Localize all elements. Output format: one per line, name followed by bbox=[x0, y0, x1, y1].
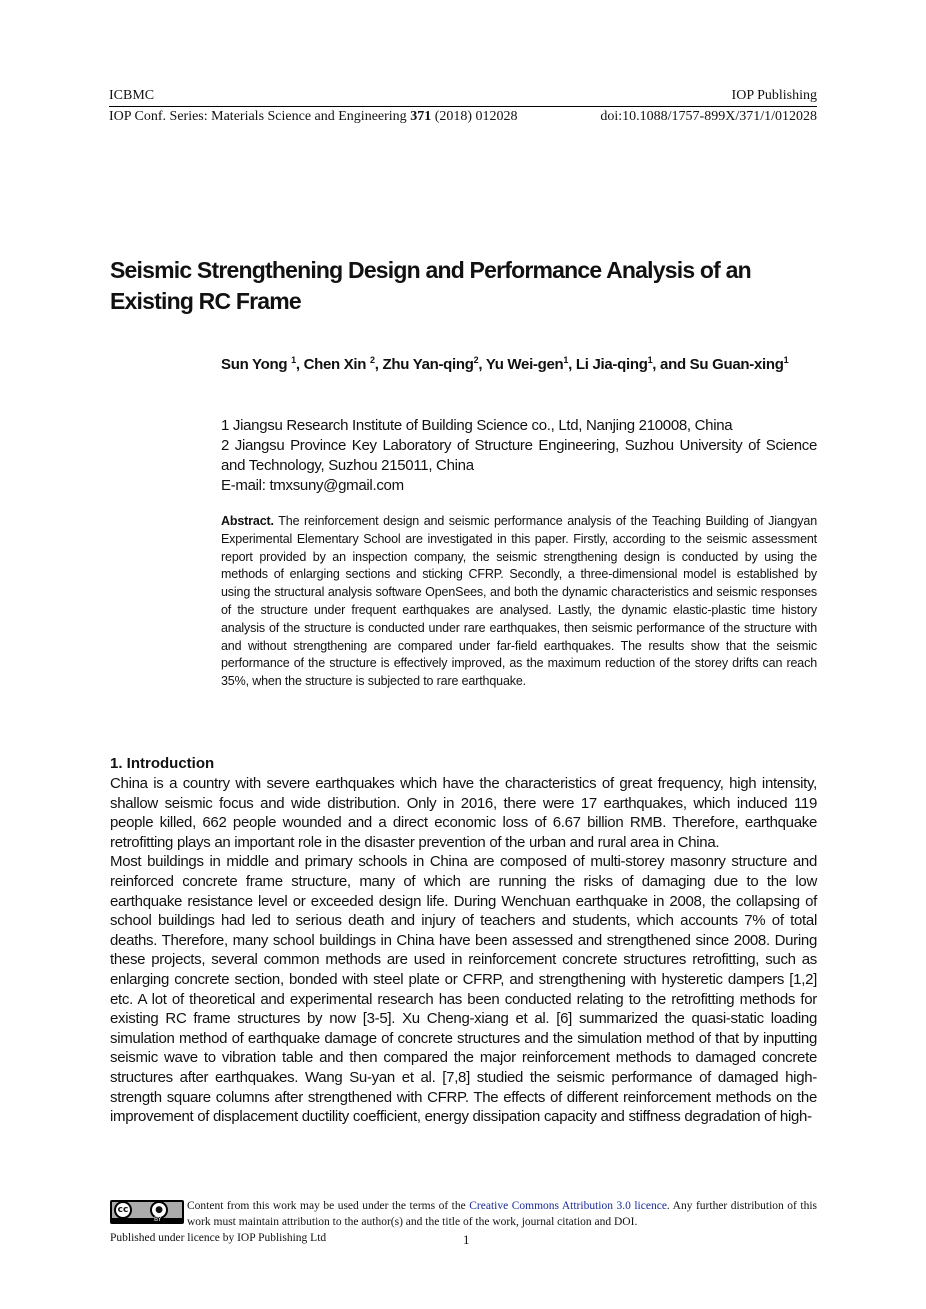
running-header bbox=[109, 87, 817, 107]
author-name: Li Jia-qing bbox=[575, 356, 648, 373]
paper-title: Seismic Strengthening Design and Performance Analysis of an Existing RC Frame bbox=[110, 257, 751, 314]
series-name: IOP Conf. Series: Materials Science and Engineering bbox=[109, 109, 407, 124]
cc-icon: cc bbox=[114, 1201, 132, 1219]
author-name: Yu Wei-gen bbox=[485, 356, 564, 373]
abstract-text: The reinforcement design and seismic performance analysis of the Teaching Building of Jiangyan Experimental Elementary School are investigated in this paper. Firstly, according to the seismic assessment report provided by an inspection company, the seismic strengthening design is conducted by using the methods of enlarging sections and sticking CFRP. Secondly, a three-dimensional model is established by using the structural analysis software OpenSees, and both the dynamic characteristics and seismic responses of the structure under frequent earthquakes are analysed. Lastly, the dynamic elastic-plastic time history analysis of the structure is conducted under rare earthquakes, then seismic performance of the structure with and without strengthening are compared under far-field earthquakes. The results show that the seismic performance of the structure is effectively improved, as the maximum reduction of the storey drifts can reach 35%, when the structure is subjected to rare earthquake. bbox=[221, 514, 817, 689]
author-affiliation-mark: 2 bbox=[370, 355, 375, 365]
author-affiliation-mark: 2 bbox=[473, 355, 479, 365]
section-body bbox=[110, 774, 817, 1127]
citation-line bbox=[109, 108, 817, 126]
affiliation-1: 1 Jiangsu Research Institute of Building Science co., Ltd, Nanjing 210008, China bbox=[221, 417, 733, 434]
section-heading: 1. Introduction bbox=[110, 755, 215, 772]
author-name: Zhu Yan-qing bbox=[382, 356, 474, 373]
by-icon: ● bbox=[150, 1201, 168, 1219]
license-text-after: . Any further distribution of this work must maintain attribution to the author(s) and the title of the work, journal citation and DOI. bbox=[187, 1200, 818, 1228]
author-name: Chen Xin bbox=[303, 356, 367, 373]
badge-by-label: BY bbox=[154, 1216, 162, 1223]
affiliations bbox=[221, 416, 817, 496]
affiliation-2: 2 Jiangsu Province Key Laboratory of Structure Engineering, Suzhou University of Science and Technology, Suzhou 215011, China bbox=[221, 437, 817, 474]
paragraph: China is a country with severe earthquakes which have the characteristics of great frequency, high intensity, shallow seismic focus and wide distribution. Only in 2016, there were 17 earthquakes, which induced 119 people killed, 662 people wounded and a direct economic loss of 6.67 billion RMB. Therefore, earthquake retrofitting plays an important role in the disaster prevention of the urban and rural area in China. bbox=[110, 775, 817, 851]
license-link[interactable]: Creative Commons Attribution 3.0 licence bbox=[469, 1200, 667, 1212]
abstract-label: Abstract. bbox=[221, 514, 274, 528]
year-article: (2018) 012028 bbox=[434, 109, 518, 124]
abstract bbox=[221, 513, 817, 691]
author-affiliation-mark: 1 bbox=[291, 355, 296, 365]
doi-text: doi:10.1088/1757-899X/371/1/012028 bbox=[600, 109, 817, 124]
page-number: 1 bbox=[463, 1232, 470, 1247]
conference-name: ICBMC bbox=[109, 88, 155, 103]
contact-email[interactable]: E-mail: tmxsuny@gmail.com bbox=[221, 477, 404, 494]
author-name: and Su Guan-xing bbox=[660, 356, 784, 373]
license-text bbox=[187, 1198, 817, 1230]
volume-number: 371 bbox=[410, 109, 432, 124]
series-citation bbox=[109, 108, 518, 126]
author-list: Sun Yong $^1$, Chen Xin $^2$, Zhu Yan-qing$^2$, Yu Wei-gen$^1$, Li Jia-qing$^1$, and Su Guan-xing$^1$ bbox=[221, 355, 789, 373]
author-affiliation-mark: 1 bbox=[783, 355, 789, 365]
license-notice bbox=[110, 1198, 817, 1230]
author-affiliation-mark: 1 bbox=[647, 355, 653, 365]
license-text-before: Content from this work may be used under the terms of the bbox=[187, 1200, 466, 1212]
author-affiliation-mark: 1 bbox=[563, 355, 569, 365]
publisher-name: IOP Publishing bbox=[731, 88, 817, 103]
cc-by-badge[interactable] bbox=[110, 1200, 184, 1224]
publisher-footer: Published under licence by IOP Publishing Ltd bbox=[110, 1232, 327, 1244]
paragraph: Most buildings in middle and primary schools in China are composed of multi-storey masonry structure and reinforced concrete frame structure, many of which are running the risks of damaging due to the low earthquake resistance level or exceeded design life. During Wenchuan earthquake in 2008, the collapsing of school buildings had led to serious death and injury of teachers and students, which accounts 7% of total deaths. Therefore, many school buildings in China have been assessed and strengthened since 2008. During these projects, several common methods are used in reinforcement concrete structures retrofitting, such as enlarging concrete section, bonded with steel plate or CFRP, and strengthening with hysteretic dampers [1,2] etc. A lot of theoretical and experimental research has been conducted relating to the retrofitting methods for existing RC frame structures by now [3-5]. Xu Cheng-xiang et al. [6] summarized the quasi-static loading simulation method of earthquake damage of concrete structures and the simulation method of that by inputting seismic wave to vibration table and then compared the major reinforcement methods to damaged concrete structures after earthquakes. Wang Su-yan et al. [7,8] studied the seismic performance of damaged high-strength square columns after strengthened with CFRP. The effects of different reinforcement methods on the improvement of displacement ductility coefficient, energy dissipation capacity and stiffness degradation of high- bbox=[110, 853, 817, 1126]
author-name: Sun Yong bbox=[221, 356, 288, 373]
